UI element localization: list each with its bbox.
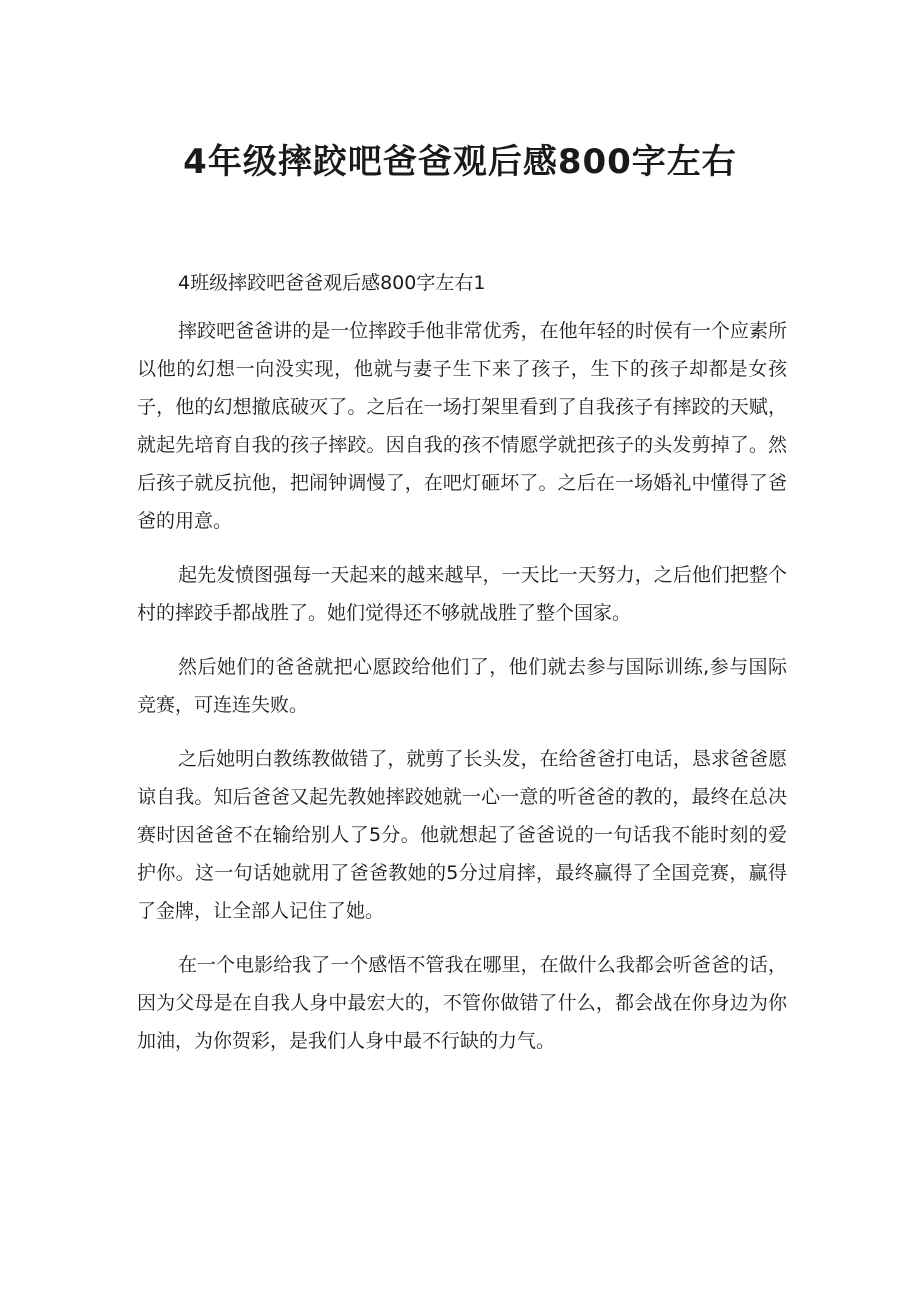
section-heading: 4班级摔跤吧爸爸观后感800字左右1 bbox=[178, 272, 486, 294]
document-body bbox=[137, 312, 787, 1076]
paragraph: 然后她们的爸爸就把心愿跤给他们了，他们就去参与国际训练,参与国际竞赛，可连连失败。 bbox=[137, 656, 787, 716]
paragraph: 起先发愤图强每一天起来的越来越早，一天比一天努力，之后他们把整个村的摔跤手都战胜了。她们觉得还不够就战胜了整个国家。 bbox=[137, 564, 787, 624]
paragraph: 在一个电影给我了一个感悟不管我在哪里，在做什么我都会听爸爸的话，因为父母是在自我人身中最宏大的，不管你做错了什么，都会战在你身边为你加油，为你贺彩，是我们人身中最不行缺的力气。 bbox=[137, 954, 787, 1052]
page-title: 4年级摔跤吧爸爸观后感800字左右 bbox=[183, 142, 737, 182]
paragraph: 摔跤吧爸爸讲的是一位摔跤手他非常优秀，在他年轻的时侯有一个应素所以他的幻想一向没实现，他就与妻子生下来了孩子，生下的孩子却都是女孩子，他的幻想撤底破灭了。之后在一场打架里看到了自我孩子有摔跤的天赋，就起先培育自我的孩子摔跤。因自我的孩不情愿学就把孩子的头发剪掉了。然后孩子就反抗他，把闹钟调慢了，在吧灯砸坏了。之后在一场婚礼中懂得了爸爸的用意。 bbox=[137, 320, 787, 532]
paragraph: 之后她明白教练教做错了，就剪了长头发，在给爸爸打电话，恳求爸爸愿谅自我。知后爸爸又起先教她摔跤她就一心一意的听爸爸的教的，最终在总决赛时因爸爸不在输给别人了5分。他就想起了爸爸说的一句话我不能时刻的爱护你。这一句话她就用了爸爸教她的5分过肩摔，最终赢得了全国竞赛，赢得了金牌，让全部人记住了她。 bbox=[137, 748, 787, 922]
